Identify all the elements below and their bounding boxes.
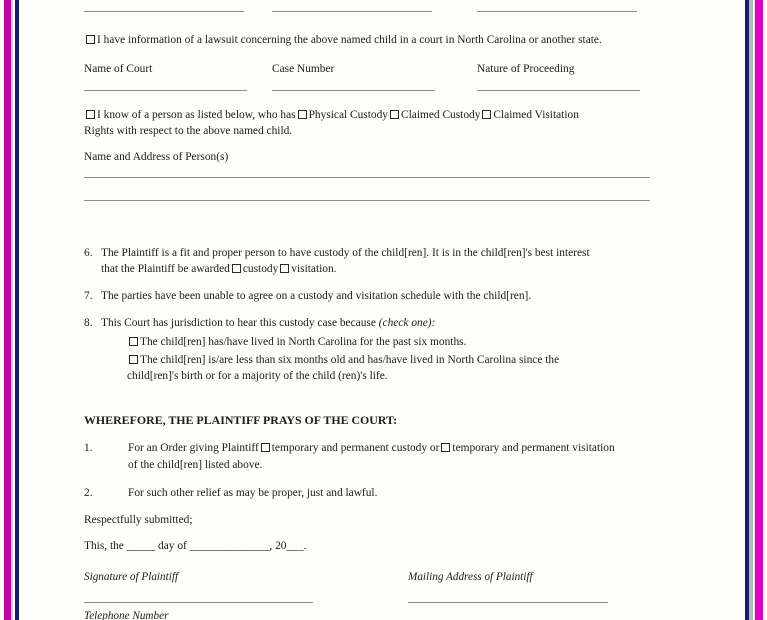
wherefore-custody-checkbox[interactable]: [261, 443, 270, 452]
item-8-choice-2-line2: child[ren]'s birth or for a majority of the child (ren)'s life.: [127, 370, 388, 382]
wherefore-item-1-line1: [128, 440, 728, 456]
person-statement-checkbox[interactable]: [86, 110, 95, 119]
border-band-edge-right: [763, 0, 767, 620]
wherefore-item-1-number: 1.: [84, 442, 93, 454]
claimed-custody-label: Claimed Custody: [401, 109, 481, 121]
item-8-choice-2: [127, 352, 707, 368]
top-field-rule-2: [272, 11, 432, 12]
claimed-visitation-label: Claimed Visitation: [493, 109, 579, 121]
item-7-number: 7.: [84, 290, 93, 302]
column-label-name-of-court: Name of Court: [84, 63, 153, 75]
border-band-magenta-right: [755, 0, 763, 620]
item-6-custody-label: custody: [242, 263, 279, 275]
telephone-number-label: Telephone Number: [84, 610, 169, 620]
item-8-lead: This Court has jurisdiction to hear this custody case because: [101, 317, 376, 329]
person-statement-row: [84, 107, 709, 123]
date-line[interactable]: This, the _____ day of ______________, 20___.: [84, 540, 307, 552]
court-field-rule-name-of-court[interactable]: [84, 90, 247, 91]
mailing-address-of-plaintiff-label: Mailing Address of Plaintiff: [408, 571, 533, 583]
item-6-line2: [101, 261, 701, 277]
mailing-address-rule[interactable]: [408, 602, 608, 603]
wherefore-item-2-text: For such other relief as may be proper, just and lawful.: [128, 487, 378, 499]
border-band-magenta-left: [4, 0, 11, 620]
column-label-case-number: Case Number: [272, 63, 335, 75]
physical-custody-label: Physical Custody: [308, 109, 388, 121]
person-address-rule-1[interactable]: [84, 177, 650, 178]
item-6-number: 6.: [84, 247, 93, 259]
item-8-choice-2-checkbox[interactable]: [129, 355, 138, 364]
person-statement-tail: Rights with respect to the above named child.: [84, 125, 293, 137]
wherefore-custody-label: temporary and permanent custody or: [271, 442, 440, 454]
top-field-rule-3: [477, 11, 637, 12]
item-8-instruction: (check one):: [378, 317, 436, 329]
wherefore-heading: WHEREFORE, THE PLAINTIFF PRAYS OF THE COURT:: [84, 413, 398, 427]
item-6-line1: The Plaintiff is a fit and proper person to have custody of the child[ren]. It is in the child[ren]'s best interest: [101, 247, 590, 259]
name-and-address-label: Name and Address of Person(s): [84, 151, 229, 163]
item-6-visitation-label: visitation.: [291, 263, 337, 275]
lawsuit-statement-row: [84, 32, 694, 48]
wherefore-visitation-label: temporary and permanent visitation: [452, 442, 615, 454]
claimed-visitation-checkbox[interactable]: [482, 110, 491, 119]
person-address-rule-2[interactable]: [84, 200, 650, 201]
wherefore-item-1-lead: For an Order giving Plaintiff: [128, 442, 259, 454]
lawsuit-statement-text: I have information of a lawsuit concerning the above named child in a court in North Carolina or another state.: [97, 34, 602, 46]
physical-custody-checkbox[interactable]: [298, 110, 307, 119]
wherefore-item-2-number: 2.: [84, 487, 93, 499]
claimed-custody-checkbox[interactable]: [390, 110, 399, 119]
item-8-choice-1-text: The child[ren] has/have lived in North Carolina for the past six months.: [140, 336, 467, 348]
item-8-choice-1: [127, 334, 707, 350]
column-label-nature-of-proceeding: Nature of Proceeding: [477, 63, 575, 75]
item-8-choice-1-checkbox[interactable]: [129, 337, 138, 346]
respectfully-submitted-text: Respectfully submitted;: [84, 514, 193, 526]
person-statement-lead: I know of a person as listed below, who has: [97, 109, 296, 121]
item-8-text: [101, 315, 711, 331]
document-sheet: [19, 0, 745, 620]
item-6-line2-text: that the Plaintiff be awarded: [101, 263, 230, 275]
item-7-text: The parties have been unable to agree on a custody and visitation schedule with the child[ren].: [101, 290, 532, 302]
item-6-custody-checkbox[interactable]: [232, 264, 241, 273]
telephone-number-rule[interactable]: [84, 602, 313, 603]
wherefore-visitation-checkbox[interactable]: [441, 443, 450, 452]
signature-of-plaintiff-label: Signature of Plaintiff: [84, 571, 179, 583]
court-field-rule-nature-of-proceeding[interactable]: [477, 90, 640, 91]
top-field-rule-1: [84, 11, 244, 12]
item-8-choice-2-line1: The child[ren] is/are less than six months old and has/have lived in North Carolina since the: [140, 354, 560, 366]
item-8-number: 8.: [84, 317, 93, 329]
wherefore-item-1-line2: of the child[ren] listed above.: [128, 459, 263, 471]
lawsuit-statement-checkbox[interactable]: [86, 35, 95, 44]
item-6-visitation-checkbox[interactable]: [280, 264, 289, 273]
court-field-rule-case-number[interactable]: [272, 90, 435, 91]
